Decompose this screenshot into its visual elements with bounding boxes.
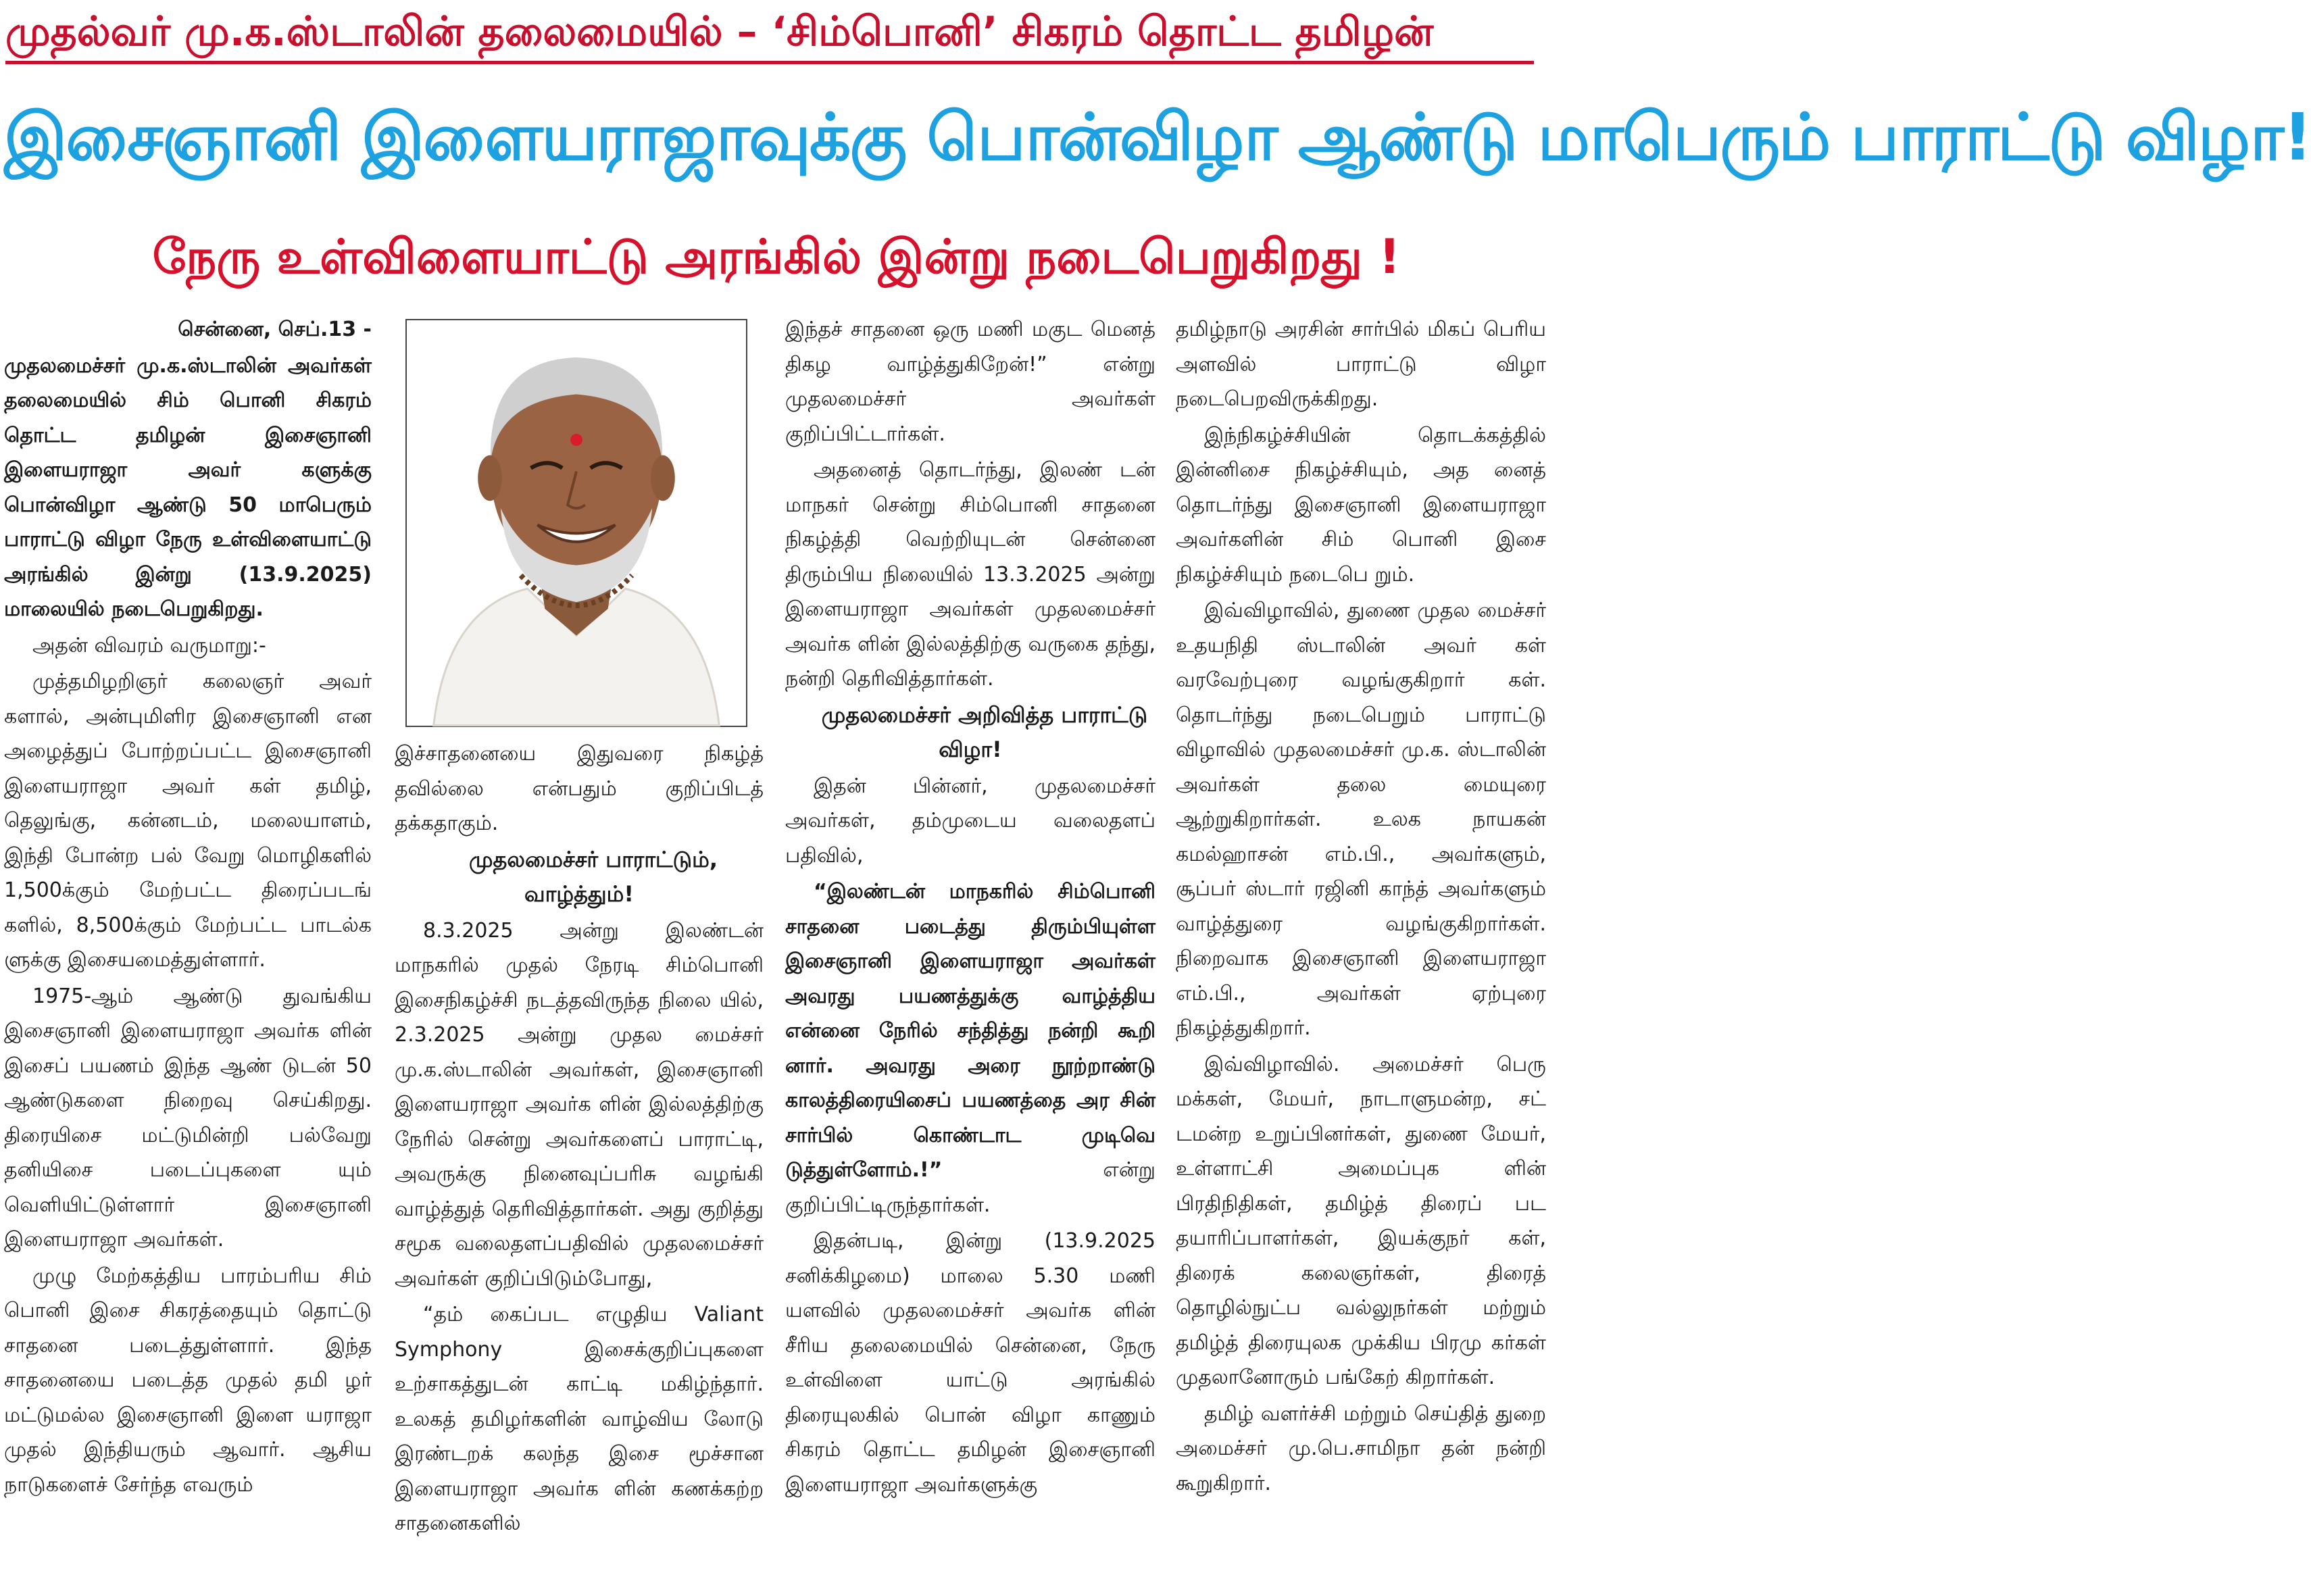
dateline: சென்னை, செப்.13 -	[178, 318, 372, 341]
paragraph: “தம் கைப்பட எழுதிய Valiant Symphony இசைக்குறிப்புகளை உற்சாகத்துடன் காட்டி மகிழ்ந்தார். உலகத் தமிழர்களின் வாழ்விய லோடு இரண்டறக் கலந்த இசை மூச்சான இளையராஜா அவர்க ளின் கணக்கற்ற சாதனைகளில்	[395, 1303, 764, 1535]
portrait-illustration	[407, 320, 746, 726]
paragraph: இந்தச் சாதனை ஒரு மணி மகுட மெனத் திகழ வாழ்த்துகிறேன்!” என்று முதலமைச்சர் அவர்கள் குறிப்பிட்டார்கள்.	[785, 318, 1156, 446]
lead-paragraph: முதலமைச்சர் மு.க.ஸ்டாலின் அவர்கள் தலைமையில் சிம் பொனி சிகரம் தொட்ட தமிழன் இசைஞானி இளையராஜா அவர் களுக்கு பொன்விழா ஆண்டு 50 மாபெரும் பாராட்டு விழா நேரு உள்விளையாட்டு அரங்கில் இன்று (13.9.2025) மாலையில் நடைபெறுகிறது.	[4, 353, 372, 621]
paragraph: 1975-ஆம் ஆண்டு துவங்கிய இசைஞானி இளையராஜா அவர்க ளின் இசைப் பயணம் இந்த ஆண் டுடன் 50 ஆண்டுகளை நிறைவு செய்கிறது. திரையிசை மட்டுமின்றி பல்வேறு தனியிசை படைப்புகளை யும் வெளியிட்டுள்ளார் இசைஞானி இளையராஜா அவர்கள்.	[4, 984, 372, 1251]
article-column-1	[4, 312, 372, 1593]
paragraph: தமிழ்நாடு அரசின் சார்பில் மிகப் பெரிய அளவில் பாராட்டு விழா நடைபெறவிருக்கிறது.	[1176, 318, 1546, 411]
article-column-4	[1176, 312, 1546, 1593]
paragraph: தமிழ் வளர்ச்சி மற்றும் செய்தித் துறை அமைச்சர் மு.பெ.சாமிநா தன் நன்றி கூறுகிறார்.	[1176, 1401, 1546, 1495]
section-subtitle: முதலமைச்சர் பாராட்டும், வாழ்த்தும்!	[469, 846, 718, 907]
paragraph: அதன் விவரம் வருமாறு:-	[32, 633, 266, 657]
section-subtitle: முதலமைச்சர் அறிவித்த பாராட்டு விழா!	[821, 701, 1148, 762]
paragraph: இந்நிகழ்ச்சியின் தொடக்கத்தில் இன்னிசை நிகழ்ச்சியும், அத னைத் தொடர்ந்து இசைஞானி இளையராஜா அவர்களின் சிம் பொனி இசை நிகழ்ச்சியும் நடைபெ றும்.	[1176, 423, 1546, 587]
quote-attribution: என்று குறிப்பிட்டிருந்தார்கள்.	[785, 1158, 1156, 1217]
article-column-3	[785, 312, 1156, 1593]
paragraph: இதன் பின்னர், முதலமைச்சர் அவர்கள், தம்முடைய வலைதளப் பதிவில்,	[785, 774, 1156, 868]
paragraph: இச்சாதனையை இதுவரை நிகழ்த் தவில்லை என்பதும் குறிப்பிடத் தக்கதாகும்.	[395, 742, 764, 835]
main-headline: இசைஞானி இளையராஜாவுக்கு பொன்விழா ஆண்டு மாபெரும் பாராட்டு விழா!	[4, 99, 2311, 175]
paragraph: அதனைத் தொடர்ந்து, இலண் டன் மாநகர் சென்று சிம்பொனி சாதனை நிகழ்த்தி வெற்றியுடன் சென்னை திரும்பிய நிலையில் 13.3.2025 அன்று இளையராஜா அவர்கள் முதலமைச்சர் அவர்க ளின் இல்லத்திற்கு வருகை தந்து, நன்றி தெரிவித்தார்கள்.	[785, 458, 1156, 691]
paragraph: 8.3.2025 அன்று இலண்டன் மாநகரில் முதல் நேரடி சிம்பொனி இசைநிகழ்ச்சி நடத்தவிருந்த நிலை யில், 2.3.2025 அன்று முதல மைச்சர் மு.க.ஸ்டாலின் அவர்கள், இசைஞானி இளையராஜா அவர்க ளின் இல்லத்திற்கு நேரில் சென்று அவர்களைப் பாராட்டி, அவருக்கு நினைவுப்பரிசு வழங்கி வாழ்த்துத் தெரிவித்தார்கள். அது குறித்து சமூக வலைதளப்பதிவில் முதலமைச்சர் அவர்கள் குறிப்பிடும்போது,	[395, 918, 764, 1291]
paragraph: முத்தமிழறிஞர் கலைஞர் அவர் களால், அன்புமிளிர இசைஞானி என அழைத்துப் போற்றப்பட்ட இசைஞானி இளையராஜா அவர் கள் தமிழ், தெலுங்கு, கன்னடம், மலையாளம், இந்தி போன்ற பல் வேறு மொழிகளில் 1,500க்கும் மேற்பட்ட திரைப்படங் களில், 8,500க்கும் மேற்பட்ட பாடல்க ளுக்கு இசையமைத்துள்ளார்.	[4, 670, 372, 972]
article-column-2	[395, 737, 764, 1593]
cm-quote: “இலண்டன் மாநகரில் சிம்பொனி சாதனை படைத்து திரும்பியுள்ள இசைஞானி இளையராஜா அவர்கள் அவரது பயணத்துக்கு வாழ்த்திய என்னை நேரில் சந்தித்து நன்றி கூறி னார். அவரது அரை நூற்றாண்டு காலத்திரையிசைப் பயணத்தை அர சின் சார்பில் கொண்டாட முடிவெ டுத்துள்ளோம்.!”	[785, 880, 1156, 1182]
portrait-photo	[405, 319, 747, 727]
paragraph: இவ்விழாவில். அமைச்சர் பெரு மக்கள், மேயர், நாடாளுமன்ற, சட் டமன்ற உறுப்பினர்கள், துணை மேயர், உள்ளாட்சி அமைப்புக ளின் பிரதிநிதிகள், தமிழ்த் திரைப் பட தயாரிப்பாளர்கள், இயக்குநர் கள், திரைக் கலைஞர்கள், திரைத் தொழில்நுட்ப வல்லுநர்கள் மற்றும் தமிழ்த் திரையுலக முக்கிய பிரமு கர்கள் முதலானோரும் பங்கேற் கிறார்கள்.	[1176, 1052, 1546, 1389]
paragraph: இவ்விழாவில், துணை முதல மைச்சர் உதயநிதி ஸ்டாலின் அவர் கள் வரவேற்புரை வழங்குகிறார் கள். தொடர்ந்து நடைபெறும் பாராட்டு விழாவில் முதலமைச்சர் மு.க. ஸ்டாலின் அவர்கள் தலை மையுரை ஆற்றுகிறார்கள். உலக நாயகன் கமல்ஹாசன் எம்.பி., அவர்களும், சூப்பர் ஸ்டார் ரஜினி காந்த் அவர்களும் வாழ்த்துரை வழங்குகிறார்கள். நிறைவாக இசைஞானி இளையராஜா எம்.பி., அவர்கள் ஏற்புரை நிகழ்த்துகிறார்.	[1176, 599, 1546, 1040]
quote-paragraph	[785, 874, 1156, 1222]
paragraph: முழு மேற்கத்திய பாரம்பரிய சிம் பொனி இசை சிகரத்தையும் தொட்டு சாதனை படைத்துள்ளார். இந்த சாதனையை படைத்த முதல் தமி ழர் மட்டுமல்ல இசைஞானி இளை யராஜா முதல் இந்தியரும் ஆவார். ஆசிய நாடுகளைச் சேர்ந்த எவரும்	[4, 1264, 372, 1497]
kicker-headline: முதல்வர் மு.க.ஸ்டாலின் தலைமையில் – ‘சிம்பொனி’ சிகரம் தொட்ட தமிழன்	[5, 3, 1534, 64]
paragraph: இதன்படி, இன்று (13.9.2025 சனிக்கிழமை) மாலை 5.30 மணி யளவில் முதலமைச்சர் அவர்க ளின் சீரிய தலைமையில் சென்னை, நேரு உள்விளை யாட்டு அரங்கில் திரையுலகில் பொன் விழா காணும் சிகரம் தொட்ட தமிழன் இசைஞானி இளையராஜா அவர்களுக்கு	[785, 1229, 1156, 1497]
sub-headline: நேரு உள்விளையாட்டு அரங்கில் இன்று நடைபெறுகிறது !	[152, 229, 1401, 284]
